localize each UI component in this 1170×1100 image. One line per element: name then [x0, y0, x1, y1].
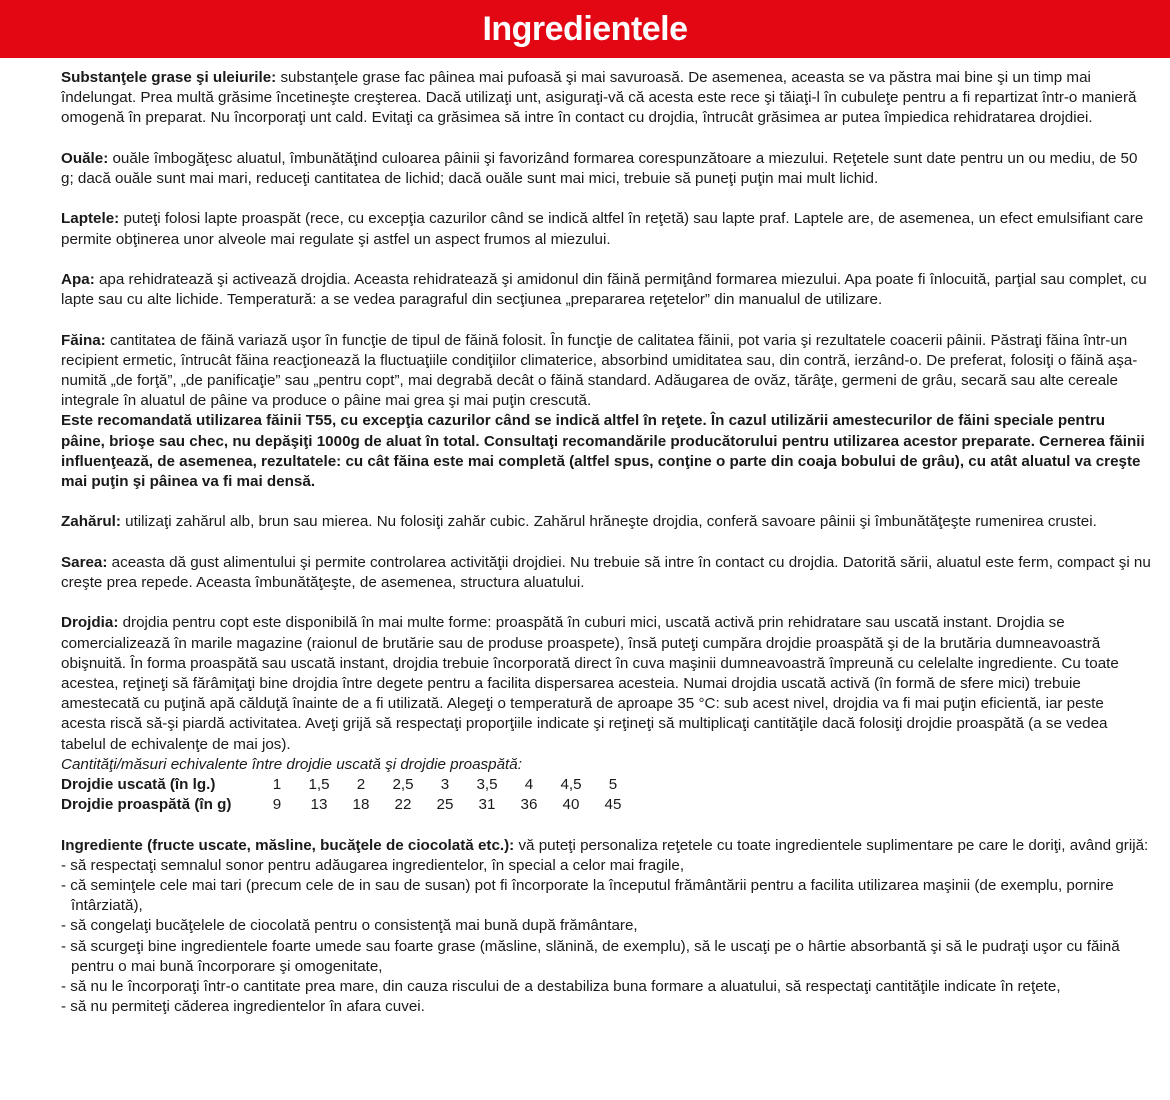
section-text: substanţele grase fac pâinea mai pufoasă şi mai savuroasă. De asemenea, aceasta se va păstra mai bine şi un timp mai îndelungat. Prea multă grăsime încetineşte creşterea. Dacă utilizaţi unt, asiguraţi-vă că acesta este rece şi tăiaţi-l în cubuleţe pentru a fi repartizat într-o manieră omogenă în preparat. Nu încorporaţi unt cald. Evitaţi ca grăsimea să intre în contact cu drojdia, întrucât grăsimea ar putea împiedica rehidratarea drojdiei. — [61, 69, 1137, 127]
section-label: Substanţele grase şi uleiurile: — [61, 69, 277, 86]
section-text: drojdia pentru copt este disponibilă în mai multe forme: proaspătă în cuburi mici, uscată activă prin rehidratare sau uscată instant. Drojdia se comercializează în marile magazine (raionul de brutărie sau de produse proaspete), însă puteţi cumpăra drojdie proaspătă şi de la brutăria dumneavoastră obişnuită. În forma proaspătă sau uscată instant, drojdia trebuie încorporată direct în cuva maşinii dumneavoastră împreună cu celelalte ingrediente. Cu toate acestea, reţineţi să fărâmiţaţi bine drojdia între degete pentru a facilita dispersarea acesteia. Numai drojdia uscată activă (în formă de sfere mici) trebuie amestecată cu puţină apă călduţă înainte de a fi utilizată. Alegeţi o temperatură de aproape 35 °C: sub acest nivel, drojdia va fi mai puţin eficientă, iar peste acesta riscă să-şi piardă activitatea. Aveţi grijă să respectaţi proporţiile indicate şi reţineţi să multiplicaţi cantităţile dacă folosiţi drojdie proaspătă (a se vedea tabelul de echivalenţe de mai jos). — [61, 614, 1119, 753]
table-cell: 1 — [272, 776, 282, 793]
row-label: Drojdie uscată (în lg.) — [61, 776, 216, 793]
yeast-table-caption: Cantităţi/măsuri echivalente între drojdie uscată şi drojdie proaspătă: — [61, 755, 522, 773]
section-text: cantitatea de făină variază uşor în funcţie de tipul de făină folosit. În funcţie de calitatea făinii, pot varia şi rezultatele coacerii pâinii. Păstraţi făina într-un recipient ermetic, întrucât făina reacţionează la fluctuaţiile condiţiilor climaterice, absorbind umiditatea sau, din contră, ierzând-o. De preferat, folosiţi o făină aşa-numită „de forţă”, „de panificaţie” sau „pentru copt”, mai degrabă decât o făină standard. Adăugarea de ovăz, tărâţe, germeni de grâu, secară sau alte cereale integrale în aluatul de pâine va produce o pâine mai grea şi mai puţin crescută. — [61, 331, 1138, 410]
table-cell: 5 — [608, 776, 618, 793]
section-label: Ouăle: — [61, 149, 109, 167]
table-cell: 13 — [310, 796, 328, 814]
yeast-equivalence-table — [61, 775, 634, 815]
table-cell: 22 — [394, 796, 412, 814]
section-drojdie — [61, 613, 1151, 815]
table-cell: 3,5 — [476, 776, 498, 793]
section-label: Laptele: — [61, 210, 120, 228]
row-label: Drojdie proaspătă (în g) — [61, 796, 232, 814]
table-row-dry — [61, 775, 634, 795]
table-cell: 1,5 — [308, 776, 330, 793]
list-item: - să respectaţi semnalul sonor pentru adăugarea ingredientelor, în special a celor mai fragile, — [61, 856, 685, 874]
section-grasimi — [61, 68, 1151, 129]
table-row-fresh — [61, 795, 634, 815]
table-cell: 2,5 — [392, 776, 414, 793]
table-cell: 31 — [478, 796, 496, 814]
table-cell: 25 — [436, 796, 454, 814]
section-label: Sarea: — [61, 553, 108, 571]
section-lapte — [61, 209, 1151, 249]
document-body — [61, 68, 1151, 1017]
section-text: ouăle îmbogăţesc aluatul, îmbunătăţind culoarea pâinii şi favorizând formarea corespunzătoare a miezului. Reţetele sunt date pentru un ou mediu, de 50 g; dacă ouăle sunt mai mari, reduceţi cantitatea de lichid; dacă ouăle sunt mai mici, trebuie să puneţi puţin mai mult lichid. — [61, 149, 1138, 187]
section-label: Zahărul: — [61, 513, 121, 531]
section-faina — [61, 331, 1151, 493]
section-label: Drojdia: — [61, 614, 119, 632]
table-cell: 18 — [352, 796, 370, 814]
table-cell: 4,5 — [560, 776, 582, 793]
section-sare — [61, 553, 1151, 593]
table-cell: 3 — [440, 776, 450, 793]
section-label: Ingrediente (fructe uscate, măsline, bucăţele de ciocolată etc.): — [61, 836, 515, 854]
table-cell: 4 — [524, 776, 534, 793]
section-ingrediente — [61, 836, 1151, 1018]
table-cell: 45 — [604, 796, 622, 814]
page-title: Ingredientele — [482, 9, 688, 48]
faina-recommendation: Este recomandată utilizarea făinii T55, cu excepţia cazurilor când se indică altfel în reţete. În cazul utilizării amestecurilor de făini speciale pentru pâine, brioşe sau chec, nu depăşiţi 1000g de aluat în total. Consultaţi recomandările producătorului pentru utilizarea acestor preparate. Cernerea făinii influenţează, de asemenea, rezultatele: cu cât făina este mai completă (altfel spus, conţine o parte din coaja bobului de grâu), cu atât aluatul va creşte mai puţin şi pâinea va fi mai densă. — [61, 412, 1145, 490]
section-text: vă puteţi personaliza reţetele cu toate ingredientele suplimentare pe care le doriţi, având grijă: — [514, 836, 1149, 854]
section-text: apa rehidratează şi activează drojdia. Aceasta rehidratează şi amidonul din făină permiţând formarea miezului. Apa poate fi înlocuită, parţial sau complet, cu lapte sau cu alte lichide. Temperatură: a se vedea paragraful din secţiunea „prepararea reţetelor” din manualul de utilizare. — [61, 270, 1147, 309]
list-item: - că seminţele cele mai tari (precum cele de in sau de susan) pot fi încorporate la începutul frământării pentru a facilita utilizarea maşinii (de exemplu, pornire întârziată), — [61, 877, 1114, 915]
section-text: puteţi folosi lapte proaspăt (rece, cu excepţia cazurilor când se indică altfel în reţetă) sau lapte praf. Laptele are, de asemenea, un efect emulsifiant care permite obţinerea unor alveole mai regulate şi astfel un aspect frumos al miezului. — [61, 210, 1144, 248]
table-cell: 40 — [562, 796, 580, 814]
list-item: - să scurgeţi bine ingredientele foarte umede sau foarte grase (măsline, slănină, de exemplu), să le uscaţi pe o hârtie absorbantă şi să le pudraţi uşor cu făină pentru o mai bună încorporare şi omogenitate, — [61, 937, 1120, 975]
section-text: utilizaţi zahărul alb, brun sau mierea. Nu folosiţi zahăr cubic. Zahărul hrăneşte drojdia, conferă savoare pâinii şi îmbunătăţeşte rumenirea crustei. — [120, 513, 1097, 531]
section-apa — [61, 270, 1151, 310]
title-banner — [0, 0, 1170, 58]
ingredient-tips-list — [61, 856, 1151, 1018]
table-cell: 2 — [356, 776, 366, 793]
section-oua — [61, 149, 1151, 189]
list-item: - să congelaţi bucăţelele de ciocolată pentru o consistenţă mai bună după frământare, — [61, 917, 638, 935]
section-label: Apa: — [61, 270, 95, 288]
list-item: - să nu le încorporaţi într-o cantitate prea mare, din cauza riscului de a destabiliza buna formare a aluatului, să respectaţi cantităţile indicate în reţete, — [61, 978, 1061, 996]
section-zahar — [61, 512, 1151, 532]
section-label: Făina: — [61, 331, 106, 349]
list-item: - să nu permiteţi căderea ingredientelor în afara cuvei. — [61, 998, 425, 1016]
table-cell: 9 — [272, 796, 282, 814]
table-cell: 36 — [520, 796, 538, 814]
section-text: aceasta dă gust alimentului şi permite controlarea activităţii drojdiei. Nu trebuie să intre în contact cu drojdia. Datorită sării, aluatul este ferm, compact şi nu creşte prea repede. Aceasta îmbunătăţeşte, de asemenea, structura aluatului. — [61, 553, 1151, 591]
